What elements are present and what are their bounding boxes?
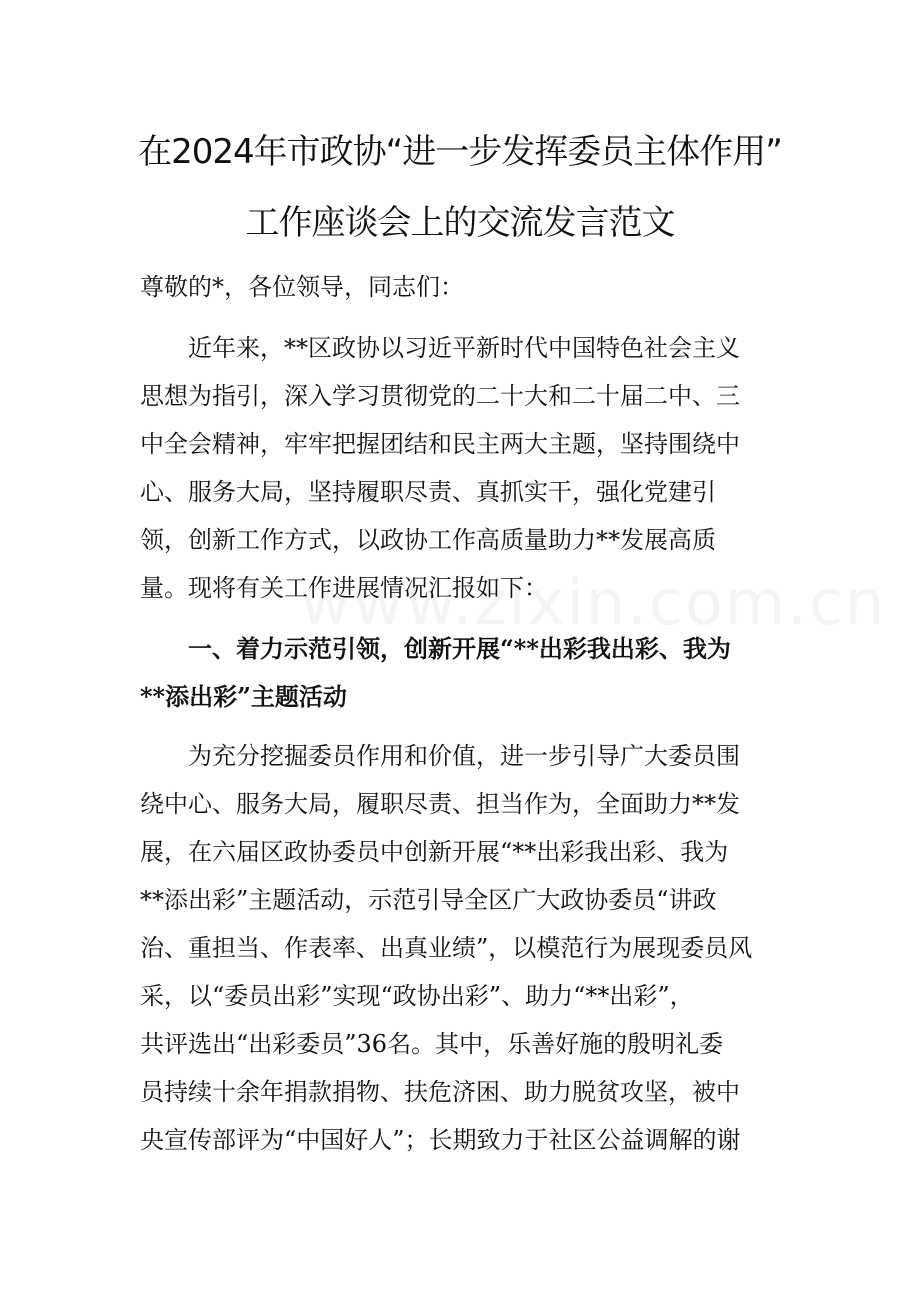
- paragraph-2-line: 央宣传部评为“中国好人”；长期致力于社区公益调解的谢: [140, 1126, 741, 1154]
- paragraph-2-line: 员持续十余年捐款捐物、扶危济困、助力脱贫攻坚，被中: [140, 1078, 740, 1106]
- paragraph-2-line: 展，在六届区政协委员中创新开展“**出彩我出彩、我为: [140, 838, 729, 866]
- paragraph-2-line: 绕中心、服务大局，履职尽责、担当作为，全面助力**发: [140, 790, 740, 818]
- section-heading-1-line: **添出彩”主题活动: [140, 682, 347, 711]
- salutation: 尊敬的*，各位领导，同志们：: [140, 273, 464, 301]
- paragraph-1-line: 思想为指引，深入学习贯彻党的二十大和二十届二中、三: [140, 382, 740, 410]
- paragraph-2-line: 采，以“委员出彩”实现“政协出彩”、助力“**出彩”，: [140, 982, 694, 1010]
- section-heading-1-line: 一、着力示范引领，创新开展“**出彩我出彩、我为: [188, 634, 731, 663]
- paragraph-1-line: 近年来，**区政协以习近平新时代中国特色社会主义: [188, 334, 740, 362]
- document-title-line-2: 工作座谈会上的交流发言范文: [245, 203, 675, 243]
- paragraph-1-line: 心、服务大局，坚持履职尽责、真抓实干，强化党建引: [140, 478, 716, 506]
- paragraph-2-line: **添出彩”主题活动，示范引导全区广大政协委员“讲政: [140, 886, 717, 914]
- paragraph-2-line: 治、重担当、作表率、出真业绩”，以模范行为展现委员风: [140, 934, 753, 962]
- paragraph-1-line: 领，创新工作方式，以政协工作高质量助力**发展高质: [140, 526, 716, 554]
- paragraph-1-line: 中全会精神，牢牢把握团结和民主两大主题，坚持围绕中: [140, 430, 740, 458]
- document-title-line-1: 在2024年市政协“进一步发挥委员主体作用”: [138, 132, 782, 172]
- paragraph-1-line: 量。现将有关工作进展情况汇报如下：: [140, 574, 548, 602]
- paragraph-2-line: 为充分挖掘委员作用和价值，进一步引导广大委员围: [188, 742, 740, 770]
- paragraph-2-line: 共评选出“出彩委员”36名。其中，乐善好施的殷明礼委: [140, 1030, 724, 1058]
